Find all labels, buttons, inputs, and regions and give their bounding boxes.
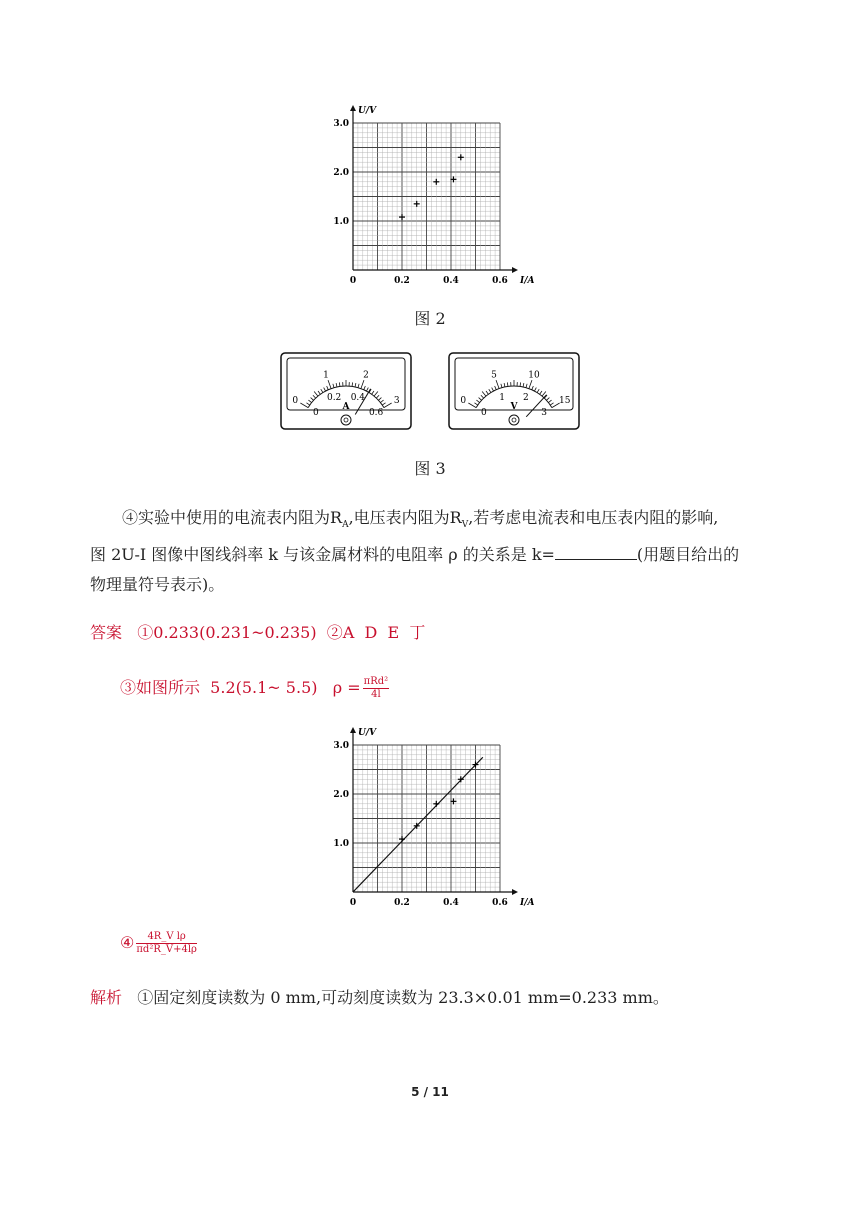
meter-top-label: 1 (323, 370, 329, 381)
answer-blank (555, 545, 637, 560)
answer-line-1 (90, 618, 780, 648)
x-axis-arrow (512, 889, 518, 895)
analysis-label: 解析 (90, 988, 123, 1007)
meters-figure (280, 352, 582, 432)
q4-line1b: ,电压表内阻为R (348, 508, 462, 527)
meter-bottom-label: 0.6 (368, 408, 384, 419)
meter-bottom-label: 2 (522, 393, 529, 404)
x-tick-label: 0.6 (492, 898, 508, 908)
y-tick-label: 3.0 (333, 119, 349, 129)
answer-line-3 (120, 673, 810, 703)
meter-top-label: 0 (460, 395, 467, 406)
data-point (458, 154, 464, 160)
meter-unit: A (342, 402, 350, 412)
meter-knob (509, 415, 519, 425)
y-axis-label: U/V (358, 728, 377, 738)
x-tick-label: 0 (349, 898, 357, 908)
meter-bottom-label: 0.4 (350, 393, 366, 404)
y-tick-label: 2.0 (333, 168, 349, 178)
k-fraction (136, 931, 197, 956)
answer-part1: ①0.233(0.231~0.235) ②A D E 丁 (137, 623, 426, 642)
voltmeter (449, 353, 579, 429)
x-tick-label: 0.2 (394, 276, 410, 286)
page-number: 5 / 11 (411, 1085, 449, 1099)
answer-part4-prefix: ④ (120, 933, 135, 952)
ammeter (281, 353, 411, 429)
data-point (433, 179, 439, 185)
meter-tick (339, 382, 340, 386)
analysis-line (90, 983, 780, 1013)
q4-line2b: (用题目给出的 (636, 545, 740, 565)
data-point (399, 214, 405, 220)
q4-line1: ④实验中使用的电流表内阻为R (122, 508, 343, 527)
meter-tick (352, 382, 353, 386)
x-tick-label: 0 (349, 276, 357, 286)
q4-sub-a: A (342, 520, 349, 531)
meter-bottom-label: 0 (481, 408, 487, 419)
x-tick-label: 0.4 (443, 276, 459, 286)
meter-unit: V (510, 402, 518, 412)
k-denominator: πd²R_V+4lρ (136, 944, 197, 955)
x-axis-label: I/A (520, 276, 535, 286)
meter-top-label: 15 (559, 395, 571, 406)
q4-line3: 物理量符号表示)。 (90, 575, 225, 595)
x-tick-label: 0.6 (492, 276, 508, 286)
x-axis-arrow (512, 267, 518, 273)
meter-bottom-label: 0 (313, 408, 319, 419)
meter-top-label: 0 (292, 395, 299, 406)
meter-bottom-label: 1 (499, 393, 506, 404)
data-point (433, 801, 439, 807)
meter-knob (341, 415, 351, 425)
meter-top-label: 3 (393, 395, 400, 406)
question-4 (90, 503, 780, 600)
meter-top-label: 2 (363, 370, 369, 381)
rho-numerator: πRd² (363, 676, 389, 687)
x-tick-label: 0.4 (443, 898, 459, 908)
meter-tick (507, 382, 508, 386)
y-tick-label: 2.0 (333, 790, 349, 800)
y-tick-label: 1.0 (333, 217, 349, 227)
meter-top-label: 5 (491, 370, 497, 381)
meter-tick (520, 382, 521, 386)
k-numerator: 4R_V lρ (136, 931, 197, 944)
y-axis-arrow (350, 727, 356, 733)
y-axis-arrow (350, 105, 356, 111)
rho-denominator: 4l (371, 689, 381, 700)
answer-label: 答案 (90, 623, 123, 642)
rho-fraction (363, 676, 390, 701)
y-tick-label: 3.0 (333, 741, 349, 751)
meter-bottom-label: 3 (541, 408, 547, 419)
answer-part3: ③如图所示 5.2(5.1~ 5.5) ρ = (120, 678, 361, 697)
q4-line1c: ,若考虑电流表和电压表内阻的影响, (468, 508, 719, 527)
y-tick-label: 1.0 (333, 839, 349, 849)
data-point (414, 201, 420, 207)
meter-bottom-label: 0.2 (326, 393, 342, 404)
answer-line-4 (120, 928, 810, 958)
graph-answer (330, 722, 535, 912)
meter-top-label: 10 (528, 370, 540, 381)
q4-sub-v: V (461, 520, 469, 531)
graph-top (330, 100, 535, 290)
data-point (399, 836, 405, 842)
x-tick-label: 0.2 (394, 898, 410, 908)
x-axis-label: I/A (520, 898, 535, 908)
figure-2-caption: 图 2 (414, 309, 446, 328)
figure-3-caption: 图 3 (414, 459, 446, 478)
q4-line2a: 图 2U-I 图像中图线斜率 k 与该金属材料的电阻率 ρ 的关系是 k= (90, 545, 555, 565)
analysis-text: ①固定刻度读数为 0 mm,可动刻度读数为 23.3×0.01 mm=0.233 mm。 (137, 988, 669, 1007)
y-axis-label: U/V (358, 106, 377, 116)
